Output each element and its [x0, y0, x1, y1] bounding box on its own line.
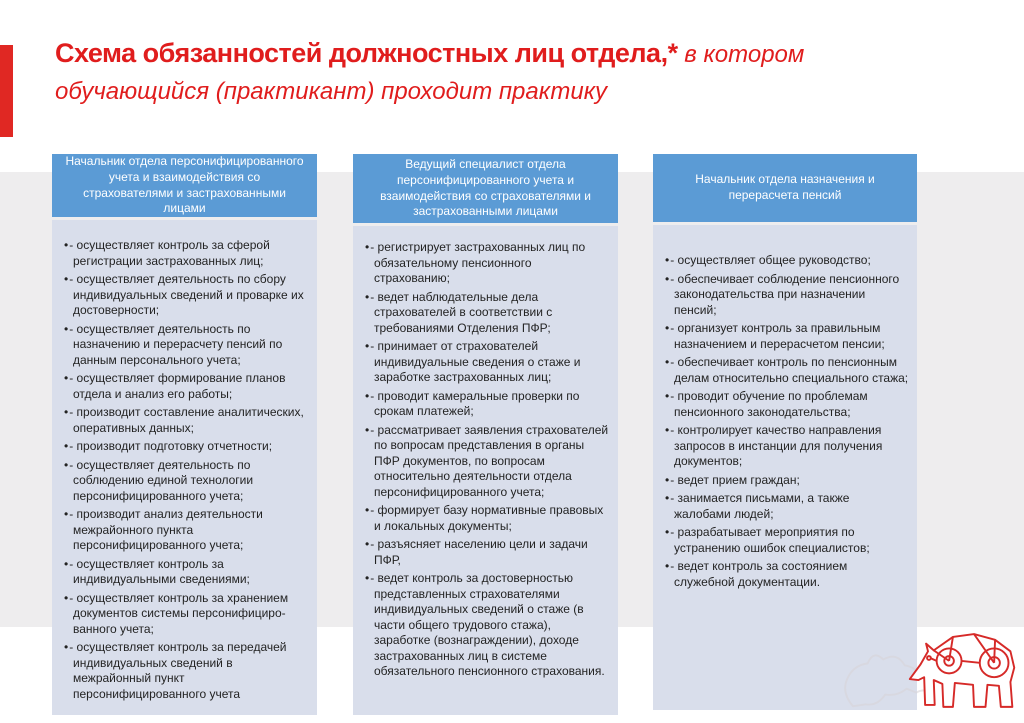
duty-item: • - обеспечивает контроль по пенсионным делам относительно специального стажа;	[665, 355, 909, 386]
duty-item: • - осуществляет деятельность по назначению и перерасчету пенсий по данным персонального учета;	[64, 322, 309, 369]
duty-item: • - контролирует качество направления запросов в инстанции для получения документов;	[665, 423, 909, 470]
title-bold-text: Схема обязанностей должностных лиц отдела,*	[55, 38, 678, 68]
duty-list	[665, 253, 909, 590]
column-body	[52, 220, 317, 715]
duty-item: • - ведет контроль за состоянием служебной документации.	[665, 559, 909, 590]
duty-item: • - осуществляет деятельность по сбору индивидуальных сведений и проварке их достоверности;	[64, 272, 309, 319]
title-italic-text: в котором	[677, 41, 805, 68]
duty-list	[365, 240, 610, 680]
duty-item: • - производит подготовку отчетности;	[64, 439, 309, 455]
page-title	[55, 36, 935, 109]
title-line-2: обучающийся (практикант) проходит практику	[55, 78, 608, 105]
column-header: Начальник отдела персонифицированного учета и взаимодействия со страхователями и застрахованными лицами	[52, 154, 317, 217]
duty-item: • - проводит камеральные проверки по срокам платежей;	[365, 389, 610, 420]
duty-item: • - осуществляет деятельность по соблюдению единой технологии персонифицированного учета;	[64, 458, 309, 505]
duty-item: • - осуществляет контроль за передачей индивидуальных сведений в межрайонный пункт персонифицированного учета	[64, 640, 309, 702]
column-head-of-pension-assignment	[653, 154, 917, 710]
column-header: Начальник отдела назначения и перерасчета пенсий	[653, 154, 917, 222]
duty-item: • - обеспечивает соблюдение пенсионного законодательства при назначении пенсий;	[665, 272, 909, 319]
duty-item: • - регистрирует застрахованных лиц по обязательному пенсионного страхованию;	[365, 240, 610, 287]
duty-item: • - занимается письмами, а также жалобами людей;	[665, 491, 909, 522]
duty-item: • - осуществляет формирование планов отдела и анализ его работы;	[64, 371, 309, 402]
duty-item: • - осуществляет контроль за сферой регистрации застрахованных лиц;	[64, 238, 309, 269]
column-lead-specialist	[353, 154, 618, 715]
duty-item: • - разрабатывает мероприятия по устранению ошибок специалистов;	[665, 525, 909, 556]
duty-item: • - рассматривает заявления страхователей по вопросам представления в органы ПФР документов, по вопросам относительно деятельности отдела персонифицированного учета;	[365, 423, 610, 501]
column-header: Ведущий специалист отдела персонифицированного учета и взаимодействия со страхователями и застрахованными лицами	[353, 154, 618, 223]
duty-item: • - принимает от страхователей индивидуальные сведения о стаже и заработке застрахованных лиц;	[365, 339, 610, 386]
duty-item: • - ведет прием граждан;	[665, 473, 909, 489]
duty-item: • - разъясняет населению цели и задачи ПФР,	[365, 537, 610, 568]
duty-item: • - осуществляет общее руководство;	[665, 253, 909, 269]
duty-item: • - осуществляет контроль за хранением документов системы персонифициро-ванного учета;	[64, 591, 309, 638]
duty-item: • - организует контроль за правильным назначением и перерасчетом пенсии;	[665, 321, 909, 352]
column-body	[353, 226, 618, 715]
duty-item: • - проводит обучение по проблемам пенсионного законодательства;	[665, 389, 909, 420]
column-head-of-personified-accounting	[52, 154, 317, 715]
rhino-logo-icon	[905, 624, 1020, 721]
duty-item: • - формирует базу нормативные правовых и локальных документы;	[365, 503, 610, 534]
duty-list	[64, 238, 309, 702]
duty-item: • - ведет наблюдательные дела страхователей в соответствии с требованиями Отделения ПФР;	[365, 290, 610, 337]
duty-item: • - производит составление аналитических, оперативных данных;	[64, 405, 309, 436]
duty-item: • - осуществляет контроль за индивидуальными сведениями;	[64, 557, 309, 588]
duty-item: • - производит анализ деятельности межрайонного пункта персонифицированного учета;	[64, 507, 309, 554]
duty-item: • - ведет контроль за достоверностью представленных страхователями индивидуальных сведений о стаже (в части общего трудового стажа), заработке (вознаграждении), доходе застрахованных лиц в системе обязательного пенсионного страхования.	[365, 571, 610, 680]
red-accent-bar	[0, 45, 13, 137]
title-line-1	[55, 36, 935, 75]
